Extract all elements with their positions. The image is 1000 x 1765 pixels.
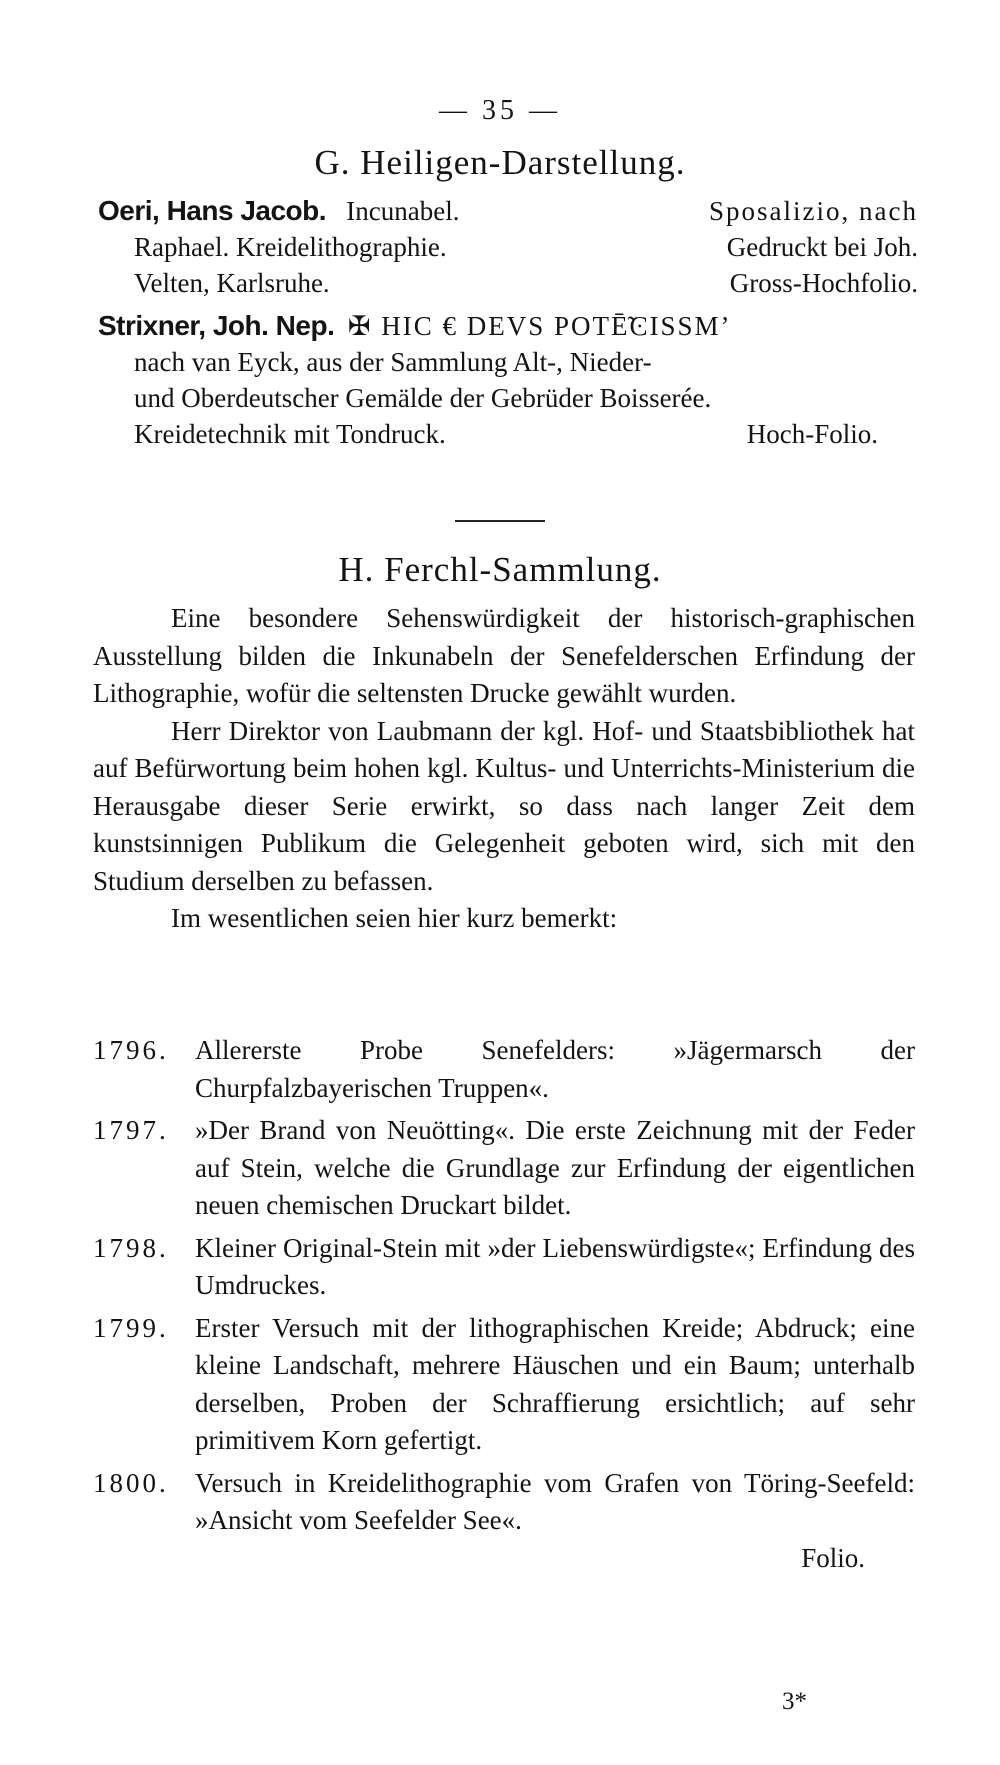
chronology-list [93, 1032, 915, 1582]
entry-text: Incunabel. [346, 196, 460, 226]
list-item [93, 1465, 915, 1578]
entry-text: Kreidetechnik mit Tondruck. [134, 419, 446, 449]
entry-author: Oeri, Hans Jacob. [98, 195, 327, 226]
entry-text: Velten, Karlsruhe. [134, 268, 330, 298]
item-year: 1799. [93, 1312, 169, 1343]
entry-line [98, 193, 918, 229]
section-divider [455, 520, 545, 522]
page-number: — 35 — [439, 95, 561, 126]
entry-line [98, 229, 918, 265]
list-item [93, 1230, 915, 1305]
paragraph: Eine besondere Sehenswürdigkeit der historisch-graphischen Ausstellung bilden die Inkunabeln der Senefelderschen Erfindung der Lithographie, wofür die seltensten Drucke gewählt wurden. [93, 603, 915, 708]
entry-format: Hoch-Folio. [746, 419, 878, 449]
entry-text: Raphael. Kreidelithographie. [134, 232, 447, 262]
signature-mark: 3* [782, 1688, 807, 1715]
item-text-body: Versuch in Kreidelithographie vom Grafen von Töring-Seefeld: »Ansicht vom Seefelder See«. [195, 1467, 915, 1535]
list-item [93, 1310, 915, 1460]
item-text: »Der Brand von Neuötting«. Die erste Zeichnung mit der Feder auf Stein, welche die Grundlage zur Erfindung der eigentlichen neuen chemischen Druckart bildet. [195, 1115, 915, 1220]
item-year: 1798. [93, 1232, 169, 1263]
entry-format: Gross-Hochfolio. [729, 268, 918, 298]
section-g-heading: G. Heiligen-Darstellung. [314, 143, 686, 182]
item-text [195, 1465, 915, 1578]
entry-line [98, 344, 918, 380]
list-item [93, 1112, 915, 1225]
entry-text: nach van Eyck, aus der Sammlung Alt-, Nieder- [134, 347, 652, 377]
section-h-heading: H. Ferchl-Sammlung. [338, 550, 662, 589]
entry-printer: Gedruckt bei Joh. [726, 232, 918, 262]
item-year: 1797. [93, 1115, 169, 1145]
entry-line [98, 308, 918, 344]
entry-oeri [98, 193, 918, 301]
entry-line [98, 416, 918, 452]
list-item [93, 1032, 915, 1107]
entry-strixner [98, 308, 918, 452]
item-text: Allererste Probe Senefelders: »Jägermarsch der Churpfalzbayerischen Truppen«. [195, 1035, 915, 1103]
paragraph: Herr Direktor von Laubmann der kgl. Hof- und Staatsbibliothek hat auf Befürwortung beim hohen kgl. Kultus- und Unterrichts-Ministerium die Herausgabe dieser Serie erwirkt, so dass nach langer Zeit dem kunstsinnigen Publikum die Gelegenheit geboten wird, sich mit den Studium derselben zu befassen. [93, 715, 915, 896]
entry-line [98, 265, 918, 301]
intro-paragraph [93, 600, 915, 938]
entry-title: ✠ HIC € DEVS POTĒ̃ϾISSM’ [347, 311, 732, 341]
entry-author: Strixner, Joh. Nep. [98, 310, 335, 341]
item-text: Kleiner Original-Stein mit »der Liebenswürdigste«; Erfindung des Umdruckes. [195, 1232, 915, 1300]
entry-text: und Oberdeutscher Gemälde der Gebrüder Boisserée. [134, 383, 712, 413]
paragraph: Im wesentlichen seien hier kurz bemerkt: [171, 903, 618, 933]
entry-line [98, 380, 918, 416]
item-year: 1796. [93, 1035, 169, 1065]
item-text: Erster Versuch mit der lithographischen Kreide; Abdruck; eine kleine Landschaft, mehrere Häuschen und ein Baum; unterhalb derselben, Proben der Schraffierung ersichtlich; auf sehr primitivem Korn gefertigt. [195, 1312, 915, 1455]
entry-title: Sposalizio, nach [709, 196, 918, 226]
item-format: Folio. [801, 1542, 865, 1573]
item-year: 1800. [93, 1467, 169, 1498]
